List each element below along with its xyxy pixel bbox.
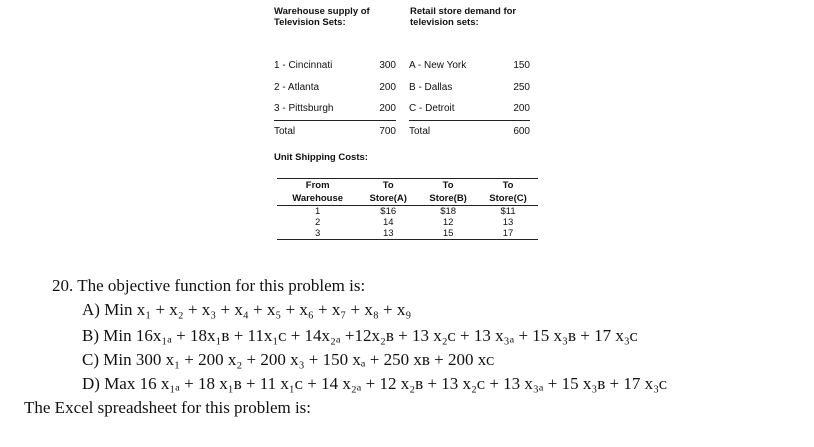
table-header-row <box>277 192 538 206</box>
demand-label: B - Dallas <box>409 81 453 93</box>
table-cell: $18 <box>440 206 457 217</box>
column-header: Store(B) <box>418 192 478 206</box>
table-cell: 2 <box>314 217 321 228</box>
table-row <box>409 77 530 99</box>
demand-value: 200 <box>513 103 530 115</box>
table-row-total <box>274 120 396 142</box>
column-header: To <box>358 179 418 193</box>
table-row <box>277 217 538 228</box>
follow-up-text: The Excel spreadsheet for this problem is: <box>24 398 312 417</box>
answer-option-a: A) Min x₁ + x₂ + x₃ + x₄ + x₅ + x₆ + x₇ + x₈ + x₉ <box>82 300 412 319</box>
demand-label: A - New York <box>409 60 467 72</box>
table-cell: $11 <box>500 206 516 217</box>
supply-table <box>274 55 396 142</box>
question-stem: 20. The objective function for this problem is: <box>52 276 366 295</box>
shipping-cost-table <box>277 178 538 240</box>
table-cell: 14 <box>382 217 394 228</box>
table-cell: 3 <box>277 228 358 240</box>
column-header: To <box>478 179 538 193</box>
table-header-row <box>277 179 538 193</box>
table-row-total <box>409 120 530 142</box>
supply-total-label: Total <box>274 120 369 142</box>
supply-label: 1 - Cincinnati <box>274 60 333 72</box>
supply-value: 200 <box>379 103 396 115</box>
table-cell: 13 <box>358 228 418 240</box>
table-cell: 12 <box>442 217 454 228</box>
table-row <box>277 228 538 240</box>
table-cell: 17 <box>478 228 538 240</box>
demand-value: 150 <box>513 60 530 72</box>
table-cell: $16 <box>380 206 397 217</box>
supply-total-value: 700 <box>369 120 396 142</box>
table-row <box>277 206 538 218</box>
supply-heading: Warehouse supply of Television Sets: <box>274 6 370 28</box>
table-row <box>274 98 396 120</box>
demand-label: C - Detroit <box>409 103 455 115</box>
column-header: From <box>277 179 358 193</box>
table-cell: 1 <box>314 206 321 217</box>
supply-value: 200 <box>379 81 396 93</box>
supply-label: 3 - Pittsburgh <box>274 103 334 115</box>
table-cell: 13 <box>502 217 514 228</box>
demand-heading: Retail store demand for television sets: <box>410 6 517 28</box>
demand-table <box>409 55 530 142</box>
demand-total-label: Total <box>409 120 503 142</box>
table-cell: 15 <box>418 228 478 240</box>
answer-option-d: D) Max 16 x₁ₐ + 18 x₁ʙ + 11 x₁ᴄ + 14 x₂ₐ + 12 x₂ʙ + 13 x₂ᴄ + 13 x₃ₐ + 15 x₃ʙ + 17 x₃ᴄ <box>82 374 668 393</box>
answer-option-c: C) Min 300 x₁ + 200 x₂ + 200 x₃ + 150 xₐ + 250 xʙ + 200 xᴄ <box>82 350 495 369</box>
column-header: To <box>418 179 478 193</box>
table-row <box>409 98 530 120</box>
shipping-costs-title: Unit Shipping Costs: <box>274 152 368 163</box>
answer-option-b: B) Min 16x₁ₐ + 18x₁ʙ + 11x₁ᴄ + 14x₂ₐ +12x₂ʙ + 13 x₂ᴄ + 13 x₃ₐ + 15 x₃ʙ + 17 x₃ᴄ <box>82 326 638 345</box>
supply-value: 300 <box>379 60 396 72</box>
column-header: Warehouse <box>277 192 358 206</box>
table-row <box>274 77 396 99</box>
column-header: Store(A) <box>358 192 418 206</box>
column-header: Store(C) <box>478 192 538 206</box>
supply-label: 2 - Atlanta <box>274 81 320 93</box>
table-row <box>409 55 530 77</box>
demand-total-value: 600 <box>503 120 530 142</box>
demand-value: 250 <box>513 81 530 93</box>
table-row <box>274 55 396 77</box>
